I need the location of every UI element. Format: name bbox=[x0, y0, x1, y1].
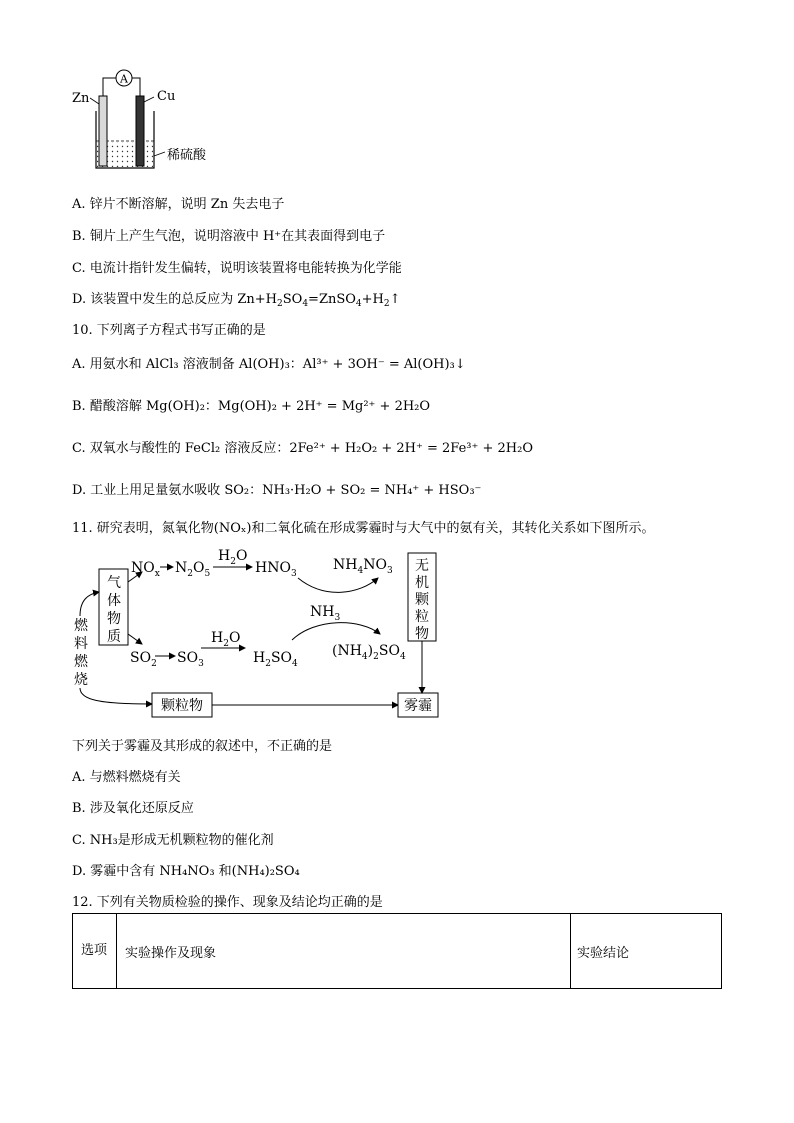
q9-option-d: D. 该装置中发生的总反应为 $Zn+H_2SO_4=ZnSO_4+H_2↑$ bbox=[72, 292, 401, 309]
h2o-bottom-label: $H_2O$ bbox=[211, 630, 241, 649]
ammeter-label: A bbox=[120, 72, 128, 86]
haze-label: 雾霾 bbox=[404, 698, 432, 714]
q11-option-b: B. 涉及氧化还原反应 bbox=[72, 801, 194, 816]
q10-option-a: A. 用氨水和 AlCl₃ 溶液制备 Al(OH)₃：Al³⁺ + 3OH⁻ = Al(OH)₃↓ bbox=[72, 357, 466, 372]
header-conclusion: 实验结论 bbox=[571, 914, 722, 989]
zn-electrode bbox=[99, 96, 107, 166]
nh4so4-label: $(NH_4)_2SO_4$ bbox=[332, 643, 406, 662]
q11-option-a: A. 与燃料燃烧有关 bbox=[72, 770, 181, 785]
hno3-label: $HNO_3$ bbox=[255, 560, 297, 579]
h2o-top-label: $H_2O$ bbox=[218, 548, 248, 567]
n2o5-label: $N_2O_5$ bbox=[175, 560, 211, 579]
q10-option-c: C. 双氧水与酸性的 FeCl₂ 溶液反应：2Fe²⁺ + H₂O₂ + 2H⁺ = 2Fe³⁺ + 2H₂O bbox=[72, 441, 534, 456]
q10-stem: 10. 下列离子方程式书写正确的是 bbox=[72, 323, 266, 338]
haze-formation-diagram bbox=[70, 542, 450, 722]
q11-option-c: C. NH₃是形成无机颗粒物的催化剂 bbox=[72, 833, 274, 848]
q9-option-b: B. 铜片上产生气泡，说明溶液中 H⁺在其表面得到电子 bbox=[72, 229, 386, 244]
so3-label: $SO_3$ bbox=[177, 650, 204, 669]
q11-question: 下列关于雾霾及其形成的叙述中，不正确的是 bbox=[72, 739, 333, 754]
cu-label: Cu bbox=[157, 89, 176, 104]
nox-label: $NO_x$ bbox=[131, 560, 160, 579]
galvanic-cell-figure bbox=[70, 64, 250, 174]
cu-electrode bbox=[136, 96, 144, 166]
q12-stem: 12. 下列有关物质检验的操作、现象及结论均正确的是 bbox=[72, 895, 383, 910]
h2so4-label: $H_2SO_4$ bbox=[253, 650, 298, 669]
q10-option-b: B. 醋酸溶解 Mg(OH)₂：Mg(OH)₂ + 2H⁺ = Mg²⁺ + 2H₂O bbox=[72, 399, 431, 414]
q12-table bbox=[72, 913, 722, 989]
gas-label: 气体物质 bbox=[107, 575, 121, 645]
nh3-label: $NH_3$ bbox=[310, 604, 341, 623]
acid-label: 稀硫酸 bbox=[167, 148, 207, 163]
q9-option-c: C. 电流计指针发生偏转，说明该装置将电能转换为化学能 bbox=[72, 261, 402, 276]
q10-option-d: D. 工业上用足量氨水吸收 SO₂：NH₃·H₂O + SO₂ = NH₄⁺ + HSO₃⁻ bbox=[72, 483, 482, 498]
particles-label: 颗粒物 bbox=[161, 698, 203, 714]
fuel-label: 燃料燃烧 bbox=[74, 618, 88, 688]
ammeter-icon bbox=[116, 70, 132, 86]
inorganic-label: 无机颗粒物 bbox=[415, 558, 429, 642]
header-operation: 实验操作及现象 bbox=[117, 914, 571, 989]
header-option: 选项 bbox=[73, 914, 117, 989]
q9-option-a: A. 锌片不断溶解，说明 Zn 失去电子 bbox=[72, 197, 285, 212]
q11-option-d: D. 雾霾中含有 NH₄NO₃ 和(NH₄)₂SO₄ bbox=[72, 864, 300, 879]
so2-label: $SO_2$ bbox=[130, 650, 157, 669]
q11-stem: 11. 研究表明，氮氧化物(NOₓ)和二氧化硫在形成雾霾时与大气中的氨有关，其转化关系如下图所示。 bbox=[72, 521, 655, 536]
table-header-row bbox=[73, 914, 722, 989]
nh4no3-label: $NH_4NO_3$ bbox=[333, 557, 393, 576]
zn-label: Zn bbox=[72, 91, 90, 106]
